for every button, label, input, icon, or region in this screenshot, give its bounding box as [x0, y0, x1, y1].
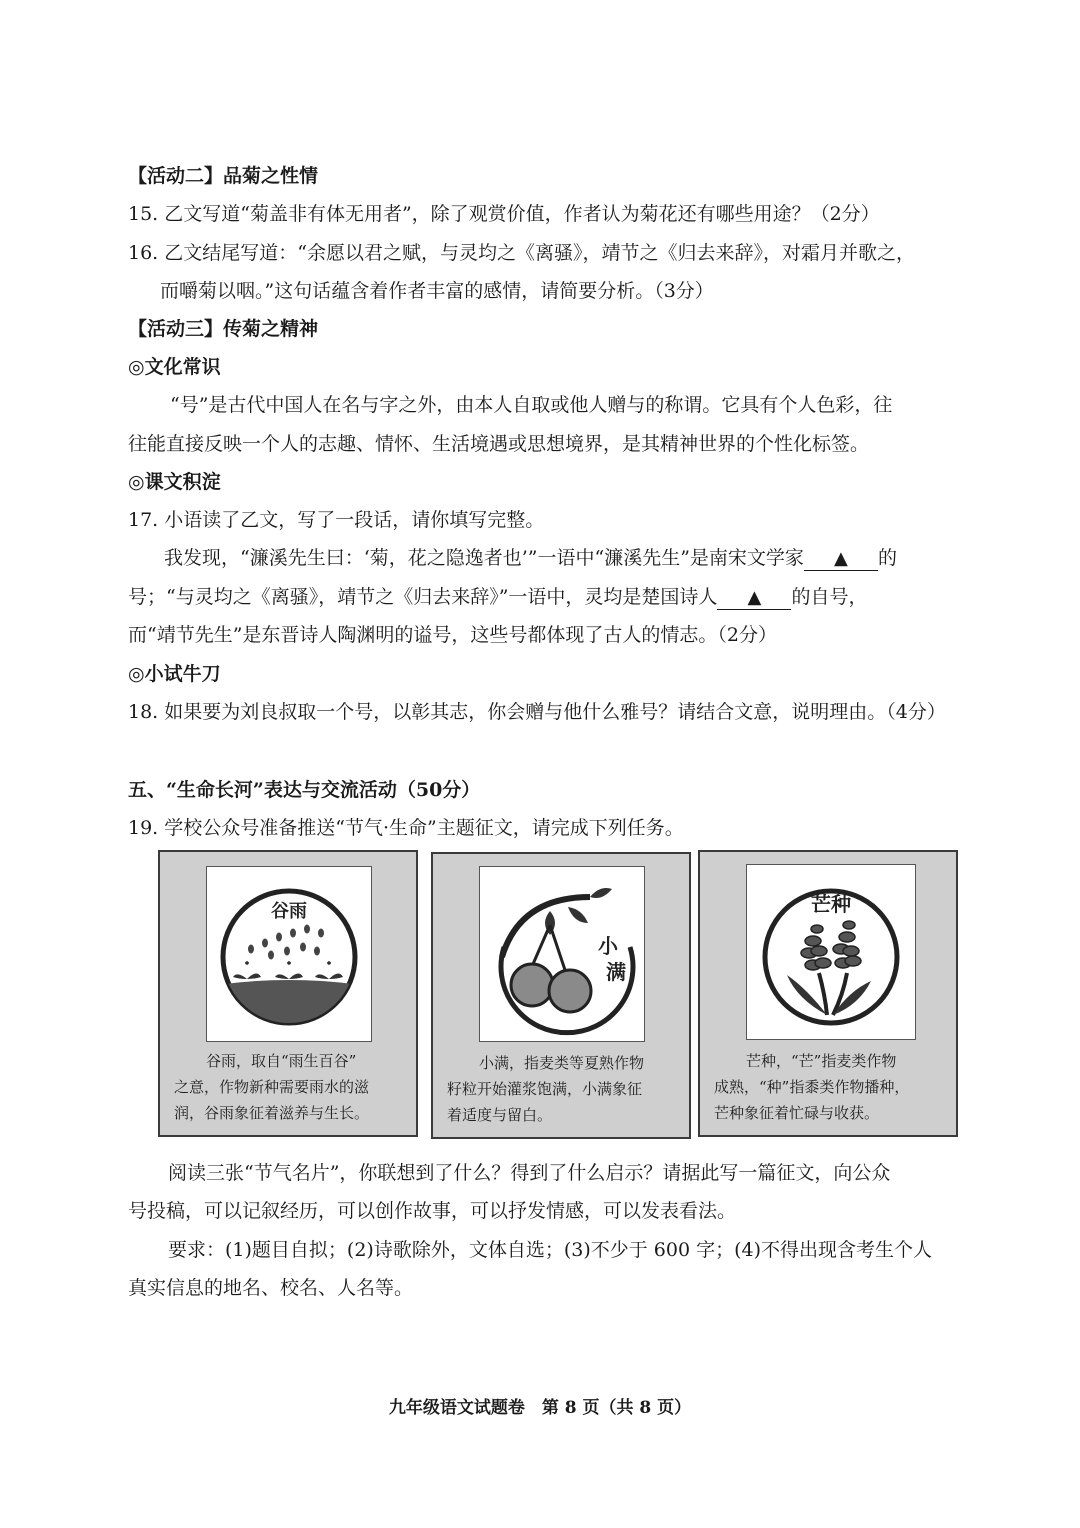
page-footer: 九年级语文试题卷 第 8 页（共 8 页）: [388, 1398, 692, 1418]
try-it-heading: ◎小试牛刀: [128, 663, 221, 685]
wheat-ears-icon: [747, 865, 915, 1039]
card-xiaoman-image: [479, 866, 645, 1042]
essay-requirements-line2: 真实信息的地名、校名、人名等。: [128, 1277, 414, 1299]
card-guyu: [158, 850, 418, 1137]
card-guyu-caption-1: 谷雨，取自“雨生百谷”: [206, 1052, 357, 1070]
fill-blank-1[interactable]: ▲: [804, 548, 878, 571]
card-mangzhong: [698, 850, 958, 1137]
question-17-line2: [128, 584, 867, 610]
question-18: 18. 如果要为刘良叔取一个号，以彰其志，你会赠与他什么雅号？请结合文意，说明理由。（4分）: [128, 701, 946, 723]
question-17-line1: [164, 545, 897, 571]
question-17-line3: 而“靖节先生”是东晋诗人陶渊明的谥号，这些号都体现了古人的情志。（2分）: [128, 624, 778, 646]
culture-paragraph-line1: “号”是古代中国人在名与字之外，由本人自取或他人赠与的称谓。它具有个人色彩，往: [170, 394, 893, 416]
essay-prompt-line1: 阅读三张“节气名片”，你联想到了什么？得到了什么启示？请据此写一篇征文，向公众: [168, 1162, 891, 1184]
text-review-heading: ◎课文积淀: [128, 471, 221, 493]
card-xiaoman-caption-3: 着适度与留白。: [447, 1106, 553, 1124]
rain-seedling-icon: [207, 867, 371, 1041]
card-guyu-caption-3: 润，谷雨象征着滋养与生长。: [174, 1104, 370, 1122]
card-mangzhong-caption-2: 成熟，“种”指黍类作物播种，: [714, 1078, 910, 1096]
question-19: 19. 学校公众号准备推送“节气·生命”主题征文，请完成下列任务。: [128, 817, 684, 839]
q17-line1-tail: 的: [877, 547, 897, 569]
fill-blank-2[interactable]: ▲: [717, 587, 791, 610]
essay-prompt-line2: 号投稿，可以记叙经历，可以创作故事，可以抒发情感，可以发表看法。: [128, 1200, 737, 1222]
card-xiaoman-caption-1: 小满，指麦类等夏熟作物: [479, 1054, 645, 1072]
q17-line2-tail: 的自号，: [791, 586, 868, 608]
card-mangzhong-image: [746, 864, 916, 1040]
q17-line1-text: 我发现，“濂溪先生曰：‘菊，花之隐逸者也’”一语中“濂溪先生”是南宋文学家: [164, 547, 804, 569]
card-guyu-title: 谷雨: [271, 901, 307, 922]
section5-heading: 五、“生命长河”表达与交流活动（50分）: [128, 779, 481, 801]
q17-line2-text: 号；“与灵均之《离骚》，靖节之《归去来辞》”一语中，灵均是楚国诗人: [128, 586, 718, 608]
question-17: 17. 小语读了乙文，写了一段话，请你填写完整。: [128, 509, 545, 531]
card-xiaoman-title-2: 满: [606, 960, 626, 984]
cherries-branch-icon: [480, 867, 644, 1041]
culture-knowledge-heading: ◎文化常识: [128, 356, 221, 378]
card-guyu-image: [206, 866, 372, 1042]
card-xiaoman: [431, 852, 691, 1139]
card-guyu-caption-2: 之意，作物新种需要雨水的滋: [174, 1078, 370, 1096]
card-xiaoman-caption-2: 籽粒开始灌浆饱满，小满象征: [447, 1080, 643, 1098]
card-mangzhong-caption-3: 芒种象征着忙碌与收获。: [714, 1104, 880, 1122]
card-mangzhong-caption-1: 芒种，“芒”指麦类作物: [746, 1052, 897, 1070]
activity3-heading: 【活动三】传菊之精神: [128, 318, 319, 340]
solar-term-cards: [158, 850, 958, 1140]
card-mangzhong-title: 芒种: [811, 892, 851, 916]
culture-paragraph-line2: 往能直接反映一个人的志趣、情怀、生活境遇或思想境界，是其精神世界的个性化标签。: [128, 433, 870, 455]
question-16-line1: 16. 乙文结尾写道：“余愿以君之赋，与灵均之《离骚》，靖节之《归去来辞》，对霜月并歌之，: [128, 242, 915, 264]
question-15: 15. 乙文写道“菊盖非有体无用者”，除了观赏价值，作者认为菊花还有哪些用途？（2分）: [128, 203, 880, 225]
question-16-line2: 而嚼菊以咽。”这句话蕴含着作者丰富的感情，请简要分析。（3分）: [160, 280, 714, 302]
essay-requirements-line1: 要求：(1)题目自拟；(2)诗歌除外，文体自选；(3)不少于 600 字；(4)不得出现含考生个人: [168, 1239, 933, 1261]
activity2-heading: 【活动二】品菊之性情: [128, 165, 319, 187]
card-xiaoman-title-1: 小: [598, 934, 618, 958]
